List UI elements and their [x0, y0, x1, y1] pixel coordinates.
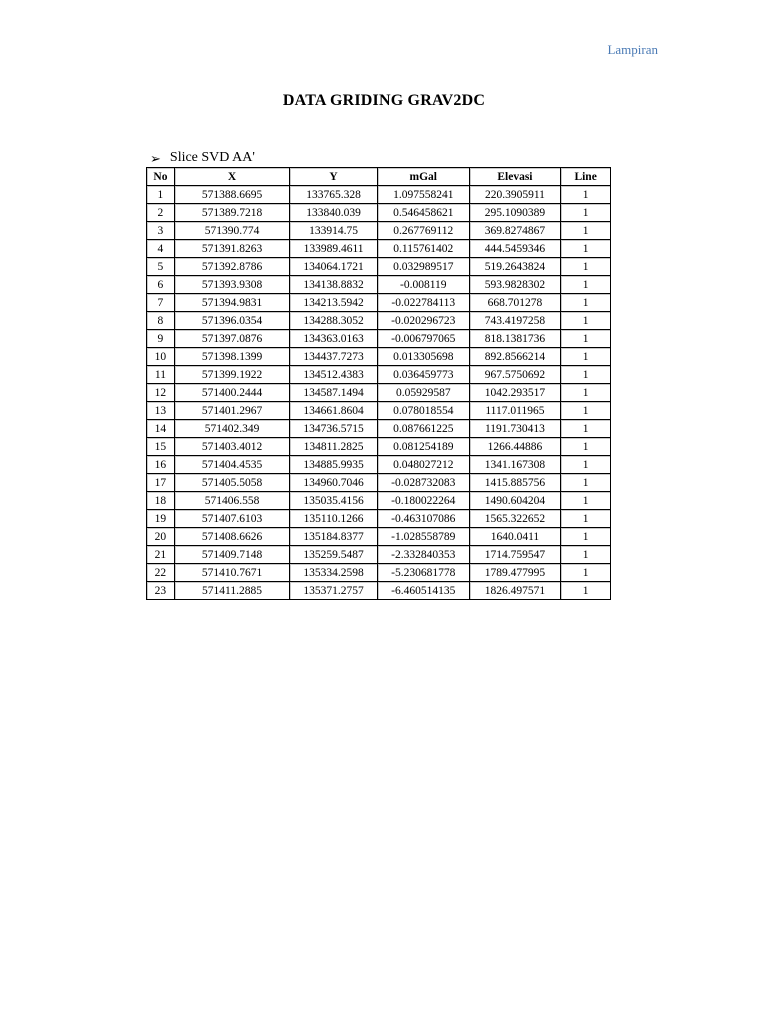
cell-line: 1 — [561, 222, 610, 240]
cell-x: 571403.4012 — [175, 438, 290, 456]
cell-no: 5 — [147, 258, 175, 276]
cell-mgal: 0.115761402 — [378, 240, 470, 258]
cell-no: 11 — [147, 366, 175, 384]
section-heading — [150, 150, 255, 166]
cell-elevasi: 743.4197258 — [470, 312, 562, 330]
cell-no: 9 — [147, 330, 175, 348]
cell-line: 1 — [561, 546, 610, 564]
cell-x: 571405.5058 — [175, 474, 290, 492]
cell-no: 15 — [147, 438, 175, 456]
cell-no: 2 — [147, 204, 175, 222]
cell-no: 3 — [147, 222, 175, 240]
cell-no: 19 — [147, 510, 175, 528]
cell-mgal: 0.013305698 — [378, 348, 470, 366]
table-row — [147, 564, 610, 582]
cell-elevasi: 1415.885756 — [470, 474, 562, 492]
cell-mgal: -0.028732083 — [378, 474, 470, 492]
cell-no: 1 — [147, 186, 175, 204]
cell-y: 135259.5487 — [290, 546, 378, 564]
cell-no: 7 — [147, 294, 175, 312]
column-header-y: Y — [290, 168, 378, 186]
cell-no: 18 — [147, 492, 175, 510]
cell-elevasi: 220.3905911 — [470, 186, 562, 204]
cell-y: 134437.7273 — [290, 348, 378, 366]
cell-elevasi: 1714.759547 — [470, 546, 562, 564]
table-row — [147, 330, 610, 348]
cell-elevasi: 818.1381736 — [470, 330, 562, 348]
cell-y: 134736.5715 — [290, 420, 378, 438]
cell-elevasi: 1042.293517 — [470, 384, 562, 402]
cell-elevasi: 519.2643824 — [470, 258, 562, 276]
cell-mgal: 0.546458621 — [378, 204, 470, 222]
cell-x: 571394.9831 — [175, 294, 290, 312]
cell-mgal: 0.05929587 — [378, 384, 470, 402]
cell-no: 6 — [147, 276, 175, 294]
table-row — [147, 420, 610, 438]
column-header-no: No — [147, 168, 175, 186]
cell-elevasi: 892.8566214 — [470, 348, 562, 366]
column-header-x: X — [175, 168, 290, 186]
table-row — [147, 366, 610, 384]
cell-elevasi: 1191.730413 — [470, 420, 562, 438]
cell-elevasi: 1565.322652 — [470, 510, 562, 528]
header-label: Lampiran — [607, 42, 658, 57]
cell-line: 1 — [561, 456, 610, 474]
cell-line: 1 — [561, 240, 610, 258]
cell-x: 571388.6695 — [175, 186, 290, 204]
table-row — [147, 186, 610, 204]
cell-y: 134363.0163 — [290, 330, 378, 348]
cell-mgal: -0.008119 — [378, 276, 470, 294]
cell-mgal: -0.180022264 — [378, 492, 470, 510]
cell-no: 22 — [147, 564, 175, 582]
cell-line: 1 — [561, 366, 610, 384]
cell-x: 571400.2444 — [175, 384, 290, 402]
cell-y: 133765.328 — [290, 186, 378, 204]
table-row — [147, 204, 610, 222]
cell-mgal: 0.032989517 — [378, 258, 470, 276]
cell-x: 571399.1922 — [175, 366, 290, 384]
cell-mgal: -1.028558789 — [378, 528, 470, 546]
cell-x: 571392.8786 — [175, 258, 290, 276]
cell-x: 571391.8263 — [175, 240, 290, 258]
cell-mgal: -0.463107086 — [378, 510, 470, 528]
cell-no: 16 — [147, 456, 175, 474]
cell-mgal: -6.460514135 — [378, 582, 470, 599]
cell-y: 134288.3052 — [290, 312, 378, 330]
cell-x: 571401.2967 — [175, 402, 290, 420]
cell-line: 1 — [561, 582, 610, 599]
cell-x: 571407.6103 — [175, 510, 290, 528]
cell-x: 571396.0354 — [175, 312, 290, 330]
cell-line: 1 — [561, 312, 610, 330]
cell-y: 135110.1266 — [290, 510, 378, 528]
cell-line: 1 — [561, 186, 610, 204]
table-row — [147, 276, 610, 294]
cell-mgal: 1.097558241 — [378, 186, 470, 204]
cell-x: 571409.7148 — [175, 546, 290, 564]
cell-elevasi: 1640.0411 — [470, 528, 562, 546]
cell-y: 134213.5942 — [290, 294, 378, 312]
data-table — [146, 167, 611, 600]
cell-mgal: 0.048027212 — [378, 456, 470, 474]
cell-no: 21 — [147, 546, 175, 564]
table-row — [147, 384, 610, 402]
cell-elevasi: 1117.011965 — [470, 402, 562, 420]
cell-x: 571410.7671 — [175, 564, 290, 582]
cell-line: 1 — [561, 276, 610, 294]
cell-y: 134811.2825 — [290, 438, 378, 456]
cell-no: 12 — [147, 384, 175, 402]
table-row — [147, 510, 610, 528]
cell-y: 133989.4611 — [290, 240, 378, 258]
cell-line: 1 — [561, 420, 610, 438]
cell-elevasi: 593.9828302 — [470, 276, 562, 294]
cell-y: 135184.8377 — [290, 528, 378, 546]
column-header-line: Line — [561, 168, 610, 186]
table-body — [147, 186, 610, 599]
table-row — [147, 294, 610, 312]
cell-no: 13 — [147, 402, 175, 420]
cell-no: 10 — [147, 348, 175, 366]
cell-mgal: -2.332840353 — [378, 546, 470, 564]
cell-no: 14 — [147, 420, 175, 438]
table-row — [147, 438, 610, 456]
cell-x: 571406.558 — [175, 492, 290, 510]
cell-mgal: -5.230681778 — [378, 564, 470, 582]
cell-mgal: 0.087661225 — [378, 420, 470, 438]
cell-x: 571411.2885 — [175, 582, 290, 599]
cell-elevasi: 1490.604204 — [470, 492, 562, 510]
table-row — [147, 474, 610, 492]
table-row — [147, 348, 610, 366]
cell-no: 23 — [147, 582, 175, 599]
table-row — [147, 222, 610, 240]
cell-x: 571408.6626 — [175, 528, 290, 546]
cell-line: 1 — [561, 384, 610, 402]
cell-elevasi: 369.8274867 — [470, 222, 562, 240]
table-row — [147, 528, 610, 546]
arrow-bullet-icon: ➢ — [150, 150, 161, 166]
cell-x: 571390.774 — [175, 222, 290, 240]
table-row — [147, 258, 610, 276]
cell-y: 133840.039 — [290, 204, 378, 222]
cell-no: 4 — [147, 240, 175, 258]
cell-line: 1 — [561, 348, 610, 366]
cell-x: 571397.0876 — [175, 330, 290, 348]
table-row — [147, 312, 610, 330]
cell-x: 571389.7218 — [175, 204, 290, 222]
cell-elevasi: 295.1090389 — [470, 204, 562, 222]
cell-no: 8 — [147, 312, 175, 330]
table-header-row — [147, 168, 610, 186]
cell-x: 571393.9308 — [175, 276, 290, 294]
cell-y: 134960.7046 — [290, 474, 378, 492]
cell-elevasi: 444.5459346 — [470, 240, 562, 258]
cell-y: 135334.2598 — [290, 564, 378, 582]
cell-no: 17 — [147, 474, 175, 492]
cell-line: 1 — [561, 294, 610, 312]
column-header-elevasi: Elevasi — [470, 168, 562, 186]
cell-elevasi: 668.701278 — [470, 294, 562, 312]
cell-line: 1 — [561, 402, 610, 420]
cell-mgal: -0.006797065 — [378, 330, 470, 348]
cell-line: 1 — [561, 492, 610, 510]
cell-mgal: -0.022784113 — [378, 294, 470, 312]
cell-mgal: 0.081254189 — [378, 438, 470, 456]
table-row — [147, 546, 610, 564]
cell-line: 1 — [561, 438, 610, 456]
cell-line: 1 — [561, 474, 610, 492]
table-row — [147, 402, 610, 420]
cell-elevasi: 967.5750692 — [470, 366, 562, 384]
page-title: DATA GRIDING GRAV2DC — [282, 92, 486, 109]
cell-elevasi: 1789.477995 — [470, 564, 562, 582]
table-row — [147, 456, 610, 474]
table-row — [147, 582, 610, 599]
cell-mgal: -0.020296723 — [378, 312, 470, 330]
cell-x: 571398.1399 — [175, 348, 290, 366]
cell-mgal: 0.078018554 — [378, 402, 470, 420]
table-row — [147, 492, 610, 510]
cell-y: 133914.75 — [290, 222, 378, 240]
cell-line: 1 — [561, 510, 610, 528]
column-header-mgal: mGal — [378, 168, 470, 186]
cell-y: 135371.2757 — [290, 582, 378, 599]
cell-x: 571402.349 — [175, 420, 290, 438]
cell-mgal: 0.267769112 — [378, 222, 470, 240]
cell-line: 1 — [561, 528, 610, 546]
cell-line: 1 — [561, 258, 610, 276]
cell-no: 20 — [147, 528, 175, 546]
table-row — [147, 240, 610, 258]
cell-y: 134661.8604 — [290, 402, 378, 420]
cell-y: 134138.8832 — [290, 276, 378, 294]
cell-y: 135035.4156 — [290, 492, 378, 510]
cell-y: 134885.9935 — [290, 456, 378, 474]
cell-line: 1 — [561, 330, 610, 348]
cell-elevasi: 1826.497571 — [470, 582, 562, 599]
cell-y: 134512.4383 — [290, 366, 378, 384]
cell-line: 1 — [561, 564, 610, 582]
cell-elevasi: 1266.44886 — [470, 438, 562, 456]
cell-elevasi: 1341.167308 — [470, 456, 562, 474]
section-heading-text: Slice SVD AA' — [169, 150, 255, 165]
cell-line: 1 — [561, 204, 610, 222]
cell-y: 134064.1721 — [290, 258, 378, 276]
cell-x: 571404.4535 — [175, 456, 290, 474]
cell-y: 134587.1494 — [290, 384, 378, 402]
cell-mgal: 0.036459773 — [378, 366, 470, 384]
